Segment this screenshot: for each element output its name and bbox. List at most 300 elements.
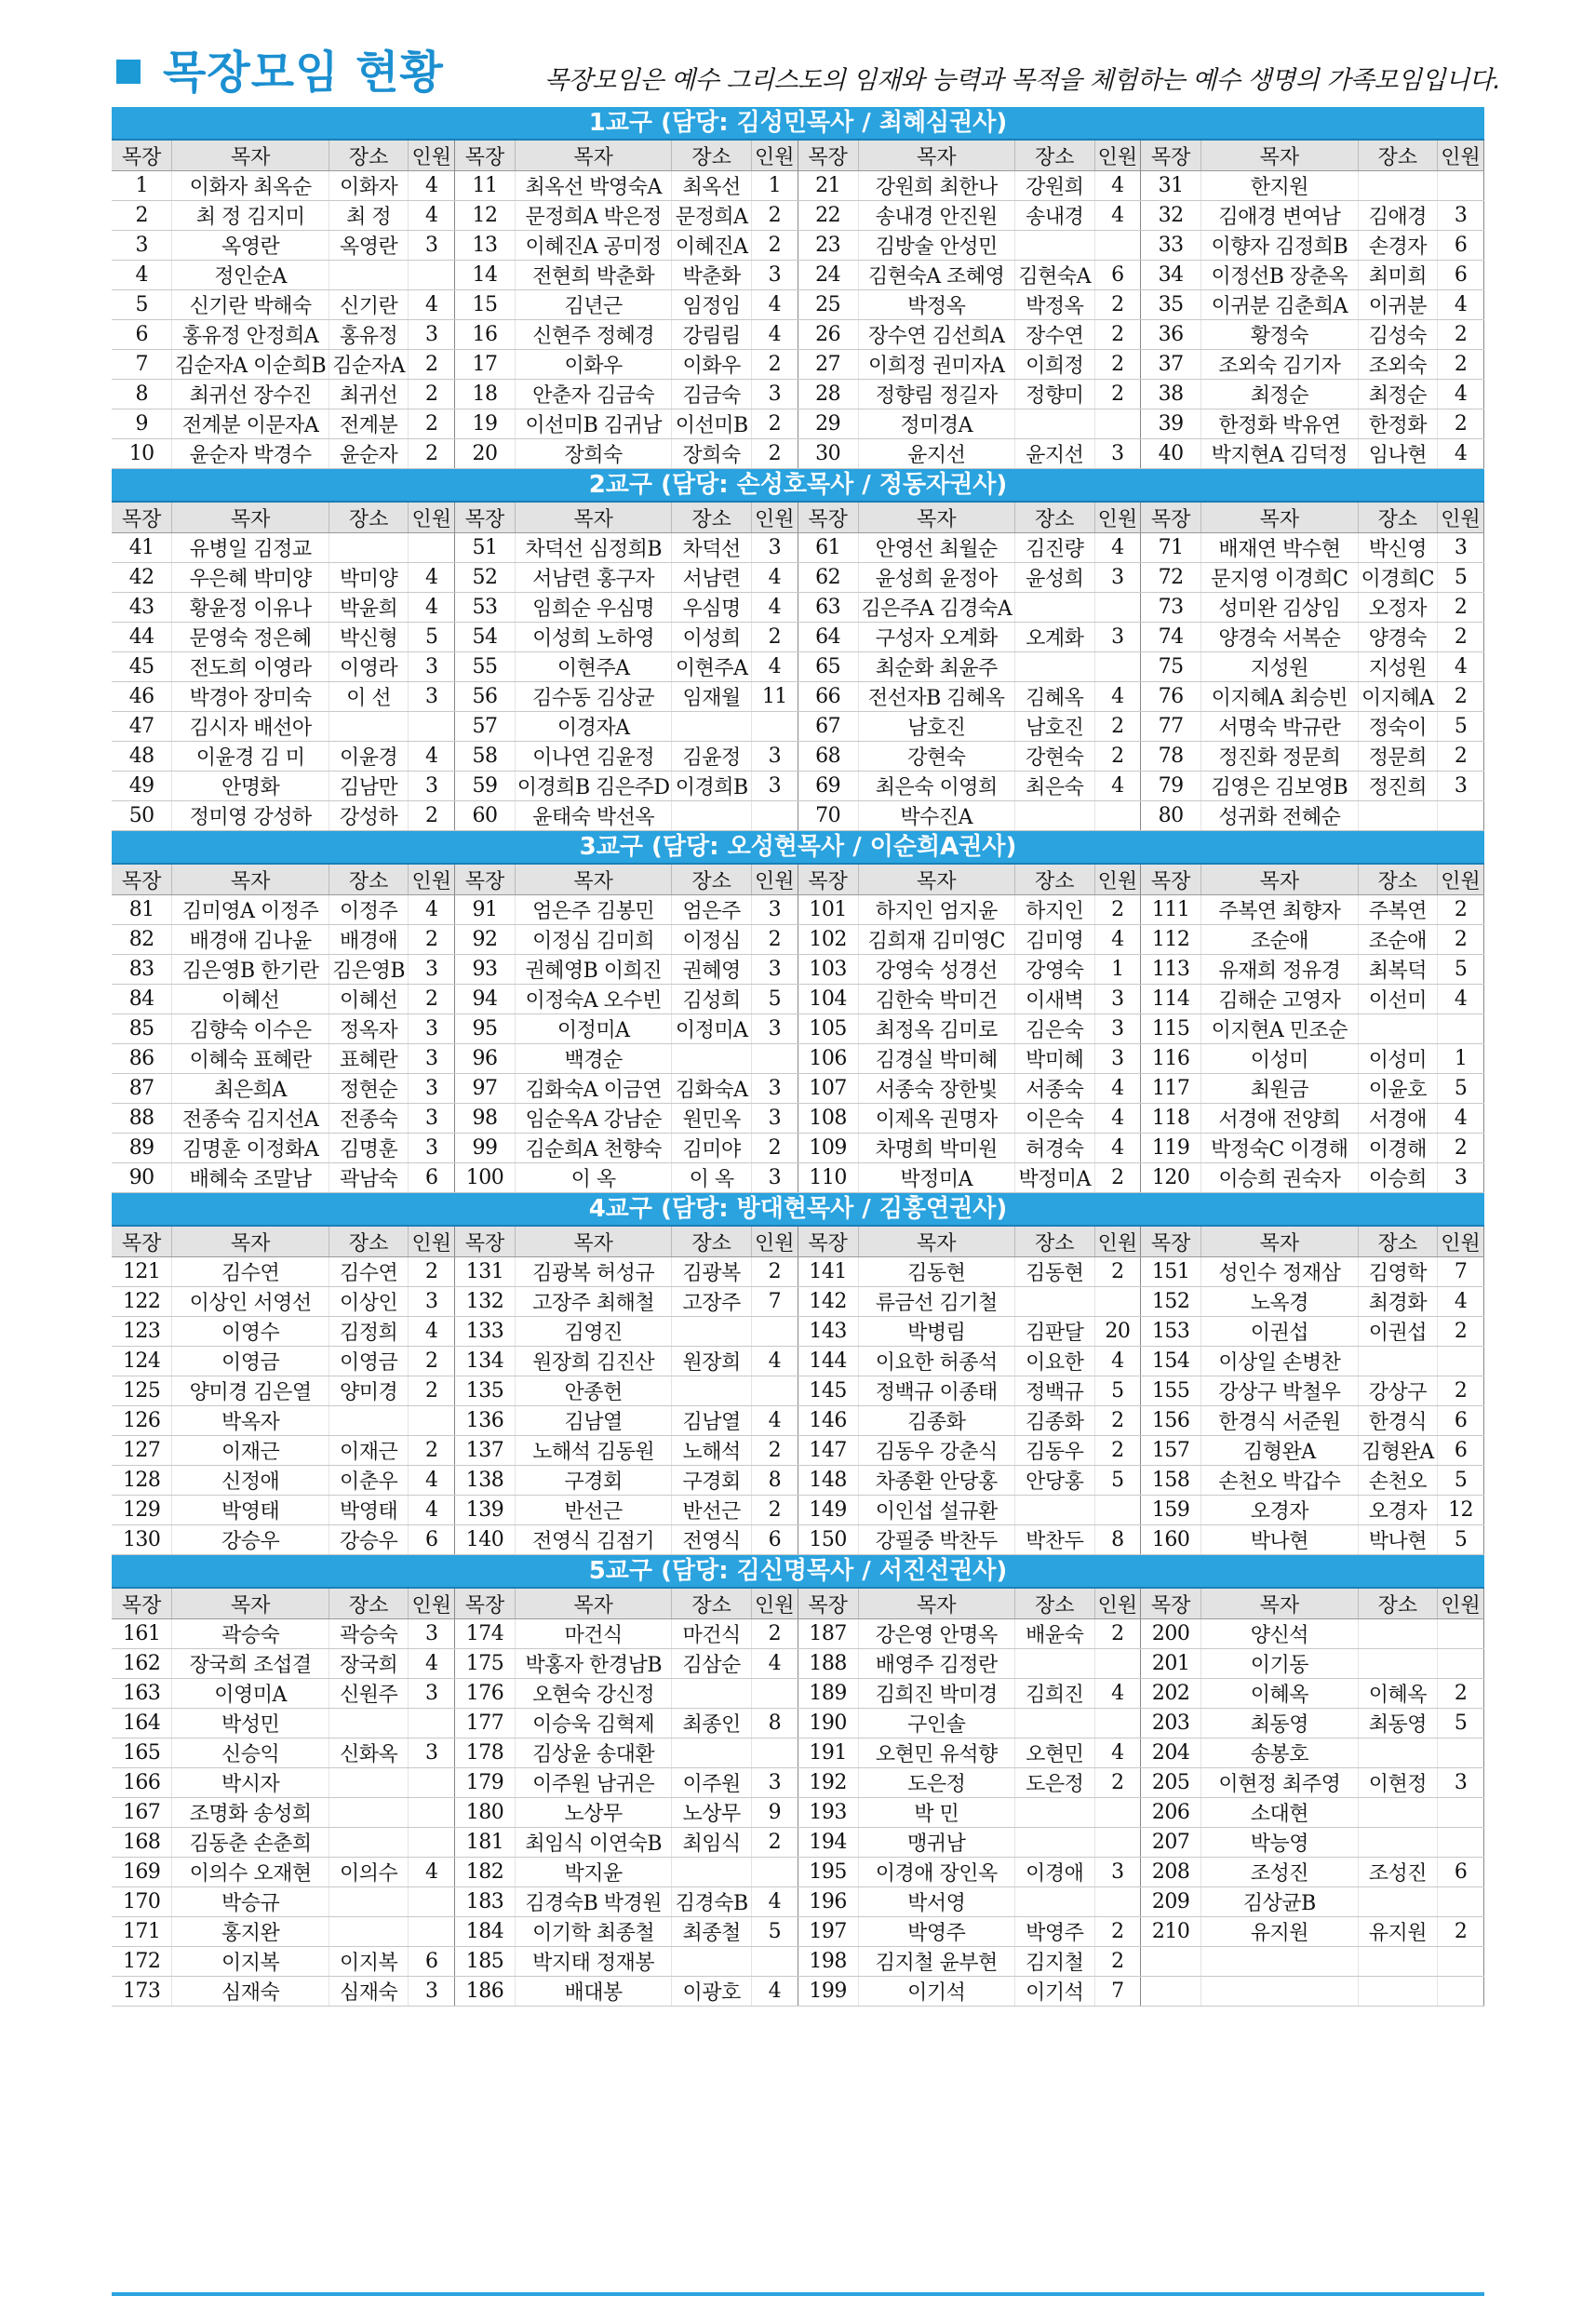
meeting-place: 이경희B bbox=[672, 772, 752, 801]
meeting-place: 조성진 bbox=[1358, 1858, 1438, 1887]
group-number: 162 bbox=[112, 1649, 172, 1679]
leader-names: 이경애 장인옥 bbox=[858, 1858, 1014, 1887]
group-number: 70 bbox=[798, 801, 858, 831]
table-row bbox=[112, 1317, 1484, 1347]
member-count: 3 bbox=[751, 1104, 798, 1134]
group-number: 62 bbox=[798, 563, 858, 593]
header-row bbox=[112, 1589, 1484, 1619]
leader-names: 서남련 홍구자 bbox=[515, 563, 671, 593]
group-number: 200 bbox=[1141, 1619, 1201, 1649]
meeting-place: 한정화 bbox=[1358, 409, 1438, 439]
member-count: 5 bbox=[1438, 1074, 1484, 1104]
group-number: 166 bbox=[112, 1768, 172, 1798]
meeting-place bbox=[1358, 1798, 1438, 1828]
table-row bbox=[112, 652, 1484, 682]
group-number: 137 bbox=[455, 1436, 516, 1466]
leader-names: 박정숙C 이경해 bbox=[1201, 1134, 1358, 1163]
group-number: 160 bbox=[1141, 1525, 1201, 1555]
group-number: 93 bbox=[455, 955, 516, 985]
column-header: 목장 bbox=[455, 1589, 516, 1619]
column-header: 목장 bbox=[798, 503, 858, 533]
member-count bbox=[751, 1317, 798, 1347]
meeting-place: 안당홍 bbox=[1014, 1466, 1094, 1496]
meeting-place: 이지복 bbox=[329, 1947, 409, 1977]
member-count: 3 bbox=[409, 772, 455, 801]
meeting-place: 반선근 bbox=[672, 1496, 752, 1525]
leader-names: 정인순A bbox=[172, 261, 329, 290]
leader-names: 강원희 최한나 bbox=[858, 171, 1014, 201]
meeting-place bbox=[329, 1406, 409, 1436]
leader-names: 안춘자 김금숙 bbox=[515, 380, 671, 409]
meeting-place: 우심명 bbox=[672, 593, 752, 623]
group-number: 151 bbox=[1141, 1257, 1201, 1287]
meeting-place bbox=[1014, 1887, 1094, 1917]
meeting-place: 이지혜A bbox=[1358, 682, 1438, 712]
group-number: 101 bbox=[798, 895, 858, 925]
meeting-place: 박춘화 bbox=[672, 261, 752, 290]
column-header: 목장 bbox=[798, 865, 858, 895]
meeting-place: 전계분 bbox=[329, 409, 409, 439]
meeting-place: 전영식 bbox=[672, 1525, 752, 1555]
group-number: 1 bbox=[112, 171, 172, 201]
member-count: 4 bbox=[409, 895, 455, 925]
leader-names: 곽승숙 bbox=[172, 1619, 329, 1649]
group-number: 7 bbox=[112, 350, 172, 380]
table-row bbox=[112, 1738, 1484, 1768]
leader-names: 이상일 손병찬 bbox=[1201, 1347, 1358, 1376]
member-count: 4 bbox=[409, 1466, 455, 1496]
meeting-place: 이윤경 bbox=[329, 742, 409, 772]
member-count: 3 bbox=[751, 380, 798, 409]
member-count: 4 bbox=[1094, 682, 1141, 712]
member-count: 2 bbox=[1438, 593, 1484, 623]
column-header: 인원 bbox=[751, 1227, 798, 1257]
meeting-place: 박찬두 bbox=[1014, 1525, 1094, 1555]
group-number: 164 bbox=[112, 1709, 172, 1738]
leader-names: 이기학 최종철 bbox=[515, 1917, 671, 1947]
leader-names: 서경애 전양희 bbox=[1201, 1104, 1358, 1134]
member-count bbox=[409, 1798, 455, 1828]
leader-names: 전현희 박춘화 bbox=[515, 261, 671, 290]
leader-names: 김희재 김미영C bbox=[858, 925, 1014, 955]
group-number: 50 bbox=[112, 801, 172, 831]
leader-names: 최정옥 김미로 bbox=[858, 1014, 1014, 1044]
meeting-place: 오계화 bbox=[1014, 623, 1094, 652]
member-count: 6 bbox=[1438, 1858, 1484, 1887]
meeting-place: 손천오 bbox=[1358, 1466, 1438, 1496]
group-number: 121 bbox=[112, 1257, 172, 1287]
leader-names: 박승규 bbox=[172, 1887, 329, 1917]
member-count bbox=[1438, 1798, 1484, 1828]
group-number: 2 bbox=[112, 201, 172, 231]
meeting-place bbox=[672, 1317, 752, 1347]
leader-names: 김경숙B 박경원 bbox=[515, 1887, 671, 1917]
member-count bbox=[1094, 1496, 1141, 1525]
column-header: 인원 bbox=[409, 865, 455, 895]
leader-names: 전도희 이영라 bbox=[172, 652, 329, 682]
column-header: 인원 bbox=[1438, 1227, 1484, 1257]
meeting-place bbox=[672, 1044, 752, 1074]
group-number: 125 bbox=[112, 1376, 172, 1406]
table-row bbox=[112, 1044, 1484, 1074]
group-number: 58 bbox=[455, 742, 516, 772]
meeting-place: 이 선 bbox=[329, 682, 409, 712]
meeting-place: 최임식 bbox=[672, 1828, 752, 1858]
group-number: 59 bbox=[455, 772, 516, 801]
meeting-place: 문정희A bbox=[672, 201, 752, 231]
member-count: 20 bbox=[1094, 1317, 1141, 1347]
member-count bbox=[1094, 1828, 1141, 1858]
meeting-place bbox=[329, 1887, 409, 1917]
leader-names: 박서영 bbox=[858, 1887, 1014, 1917]
leader-names: 이정선B 장춘옥 bbox=[1201, 261, 1358, 290]
group-number: 112 bbox=[1141, 925, 1201, 955]
page-title: 목장모임 현황 bbox=[163, 47, 444, 99]
group-number: 18 bbox=[455, 380, 516, 409]
member-count: 3 bbox=[1094, 1014, 1141, 1044]
leader-names: 구인솔 bbox=[858, 1709, 1014, 1738]
column-header: 인원 bbox=[1094, 141, 1141, 171]
leader-names: 송봉호 bbox=[1201, 1738, 1358, 1768]
table-row bbox=[112, 1858, 1484, 1887]
group-number: 167 bbox=[112, 1798, 172, 1828]
leader-names: 이요한 허종석 bbox=[858, 1347, 1014, 1376]
table-row bbox=[112, 1798, 1484, 1828]
meeting-place: 김판달 bbox=[1014, 1317, 1094, 1347]
meeting-place: 김정희 bbox=[329, 1317, 409, 1347]
group-number: 66 bbox=[798, 682, 858, 712]
group-number: 46 bbox=[112, 682, 172, 712]
member-count: 4 bbox=[409, 1317, 455, 1347]
member-count bbox=[751, 1738, 798, 1768]
page-header bbox=[107, 45, 1501, 101]
table-row bbox=[112, 1134, 1484, 1163]
group-number: 120 bbox=[1141, 1163, 1201, 1193]
group-number: 5 bbox=[112, 290, 172, 320]
meeting-place bbox=[1014, 409, 1094, 439]
meeting-place bbox=[329, 533, 409, 563]
meeting-place: 강원희 bbox=[1014, 171, 1094, 201]
group-number: 63 bbox=[798, 593, 858, 623]
group-number: 20 bbox=[455, 439, 516, 469]
column-header: 목자 bbox=[858, 1227, 1014, 1257]
meeting-place bbox=[672, 712, 752, 742]
leader-names: 원장희 김진산 bbox=[515, 1347, 671, 1376]
meeting-place: 이선미 bbox=[1358, 985, 1438, 1014]
group-number: 16 bbox=[455, 320, 516, 350]
leader-names: 홍유정 안정희A bbox=[172, 320, 329, 350]
leader-names: 김수연 bbox=[172, 1257, 329, 1287]
group-number: 134 bbox=[455, 1347, 516, 1376]
meeting-place: 정현순 bbox=[329, 1074, 409, 1104]
leader-names: 노옥경 bbox=[1201, 1287, 1358, 1317]
leader-names: 양경숙 서복순 bbox=[1201, 623, 1358, 652]
member-count: 2 bbox=[409, 801, 455, 831]
group-number: 51 bbox=[455, 533, 516, 563]
meeting-place: 서남련 bbox=[672, 563, 752, 593]
district-table bbox=[112, 1589, 1484, 2007]
member-count: 2 bbox=[751, 1436, 798, 1466]
group-number: 32 bbox=[1141, 201, 1201, 231]
group-number: 61 bbox=[798, 533, 858, 563]
meeting-place bbox=[329, 1798, 409, 1828]
meeting-place: 표혜란 bbox=[329, 1044, 409, 1074]
member-count: 3 bbox=[751, 1163, 798, 1193]
district-title: 1교구 (담당: 김성민목사 / 최혜심권사) bbox=[112, 107, 1484, 141]
member-count: 3 bbox=[751, 955, 798, 985]
group-number: 115 bbox=[1141, 1014, 1201, 1044]
member-count: 4 bbox=[751, 593, 798, 623]
leader-names: 박경아 장미숙 bbox=[172, 682, 329, 712]
member-count: 4 bbox=[1094, 533, 1141, 563]
meeting-place: 홍유정 bbox=[329, 320, 409, 350]
column-header: 목자 bbox=[515, 503, 671, 533]
group-number: 72 bbox=[1141, 563, 1201, 593]
group-number: 150 bbox=[798, 1525, 858, 1555]
group-number: 85 bbox=[112, 1014, 172, 1044]
member-count: 9 bbox=[751, 1798, 798, 1828]
meeting-place: 강영숙 bbox=[1014, 955, 1094, 985]
leader-names: 차덕선 심정희B bbox=[515, 533, 671, 563]
group-number: 130 bbox=[112, 1525, 172, 1555]
meeting-place: 이권섭 bbox=[1358, 1317, 1438, 1347]
meeting-place: 이화자 bbox=[329, 171, 409, 201]
group-number: 68 bbox=[798, 742, 858, 772]
group-number: 26 bbox=[798, 320, 858, 350]
column-header: 인원 bbox=[409, 503, 455, 533]
meeting-place bbox=[1014, 652, 1094, 682]
table-row bbox=[112, 1619, 1484, 1649]
leader-names: 엄은주 김봉민 bbox=[515, 895, 671, 925]
meeting-place: 김경숙B bbox=[672, 1887, 752, 1917]
member-count: 3 bbox=[1094, 985, 1141, 1014]
member-count: 4 bbox=[1438, 290, 1484, 320]
district-section bbox=[112, 469, 1484, 831]
column-header: 인원 bbox=[1094, 1227, 1141, 1257]
meeting-place: 이현주A bbox=[672, 652, 752, 682]
leader-names: 강영숙 성경선 bbox=[858, 955, 1014, 985]
group-number: 139 bbox=[455, 1496, 516, 1525]
group-number: 113 bbox=[1141, 955, 1201, 985]
leader-names: 이희정 권미자A bbox=[858, 350, 1014, 380]
column-header: 장소 bbox=[329, 1589, 409, 1619]
meeting-place: 박나현 bbox=[1358, 1525, 1438, 1555]
column-header: 목자 bbox=[858, 141, 1014, 171]
group-number: 126 bbox=[112, 1406, 172, 1436]
group-number: 48 bbox=[112, 742, 172, 772]
table-row bbox=[112, 1466, 1484, 1496]
leader-names: 이경자A bbox=[515, 712, 671, 742]
table-row bbox=[112, 985, 1484, 1014]
leader-names: 김화숙A 이금연 bbox=[515, 1074, 671, 1104]
leader-names: 이선미B 김귀남 bbox=[515, 409, 671, 439]
leader-names: 김영진 bbox=[515, 1317, 671, 1347]
group-number: 152 bbox=[1141, 1287, 1201, 1317]
member-count: 2 bbox=[409, 1436, 455, 1466]
leader-names: 박정미A bbox=[858, 1163, 1014, 1193]
group-number: 73 bbox=[1141, 593, 1201, 623]
member-count: 4 bbox=[1094, 201, 1141, 231]
member-count: 1 bbox=[1094, 955, 1141, 985]
member-count: 2 bbox=[751, 1496, 798, 1525]
leader-names: 이 옥 bbox=[515, 1163, 671, 1193]
group-number: 209 bbox=[1141, 1887, 1201, 1917]
meeting-place: 이영금 bbox=[329, 1347, 409, 1376]
leader-names: 강상구 박철우 bbox=[1201, 1376, 1358, 1406]
column-header: 목자 bbox=[858, 1589, 1014, 1619]
member-count: 3 bbox=[409, 1619, 455, 1649]
group-number: 159 bbox=[1141, 1496, 1201, 1525]
leader-names: 배영주 김정란 bbox=[858, 1649, 1014, 1679]
member-count: 2 bbox=[1094, 290, 1141, 320]
member-count: 4 bbox=[751, 320, 798, 350]
column-header: 목자 bbox=[1201, 865, 1358, 895]
leader-names: 류금선 김기철 bbox=[858, 1287, 1014, 1317]
meeting-place bbox=[1014, 1798, 1094, 1828]
column-header: 목장 bbox=[112, 1227, 172, 1257]
meeting-place: 김광복 bbox=[672, 1257, 752, 1287]
table-row bbox=[112, 1376, 1484, 1406]
member-count bbox=[1094, 1887, 1141, 1917]
meeting-place: 남호진 bbox=[1014, 712, 1094, 742]
leader-names: 김동우 강춘식 bbox=[858, 1436, 1014, 1466]
meeting-place bbox=[329, 1917, 409, 1947]
table-row bbox=[112, 261, 1484, 290]
group-number: 131 bbox=[455, 1257, 516, 1287]
member-count: 2 bbox=[1438, 350, 1484, 380]
table-row bbox=[112, 380, 1484, 409]
column-header: 장소 bbox=[1358, 1589, 1438, 1619]
table-row bbox=[112, 1768, 1484, 1798]
member-count: 4 bbox=[1438, 652, 1484, 682]
group-number: 35 bbox=[1141, 290, 1201, 320]
group-number: 30 bbox=[798, 439, 858, 469]
leader-names: 강현숙 bbox=[858, 742, 1014, 772]
meeting-place: 신기란 bbox=[329, 290, 409, 320]
member-count: 2 bbox=[1094, 895, 1141, 925]
group-number: 81 bbox=[112, 895, 172, 925]
meeting-place: 김희진 bbox=[1014, 1679, 1094, 1709]
table-row bbox=[112, 1104, 1484, 1134]
column-header: 장소 bbox=[329, 503, 409, 533]
meeting-place: 강승우 bbox=[329, 1525, 409, 1555]
column-header: 인원 bbox=[751, 503, 798, 533]
column-header: 목자 bbox=[172, 865, 329, 895]
member-count: 2 bbox=[1094, 350, 1141, 380]
group-number: 19 bbox=[455, 409, 516, 439]
meeting-place: 이성희 bbox=[672, 623, 752, 652]
group-number: 69 bbox=[798, 772, 858, 801]
group-number: 79 bbox=[1141, 772, 1201, 801]
group-number: 174 bbox=[455, 1619, 516, 1649]
meeting-place: 이귀분 bbox=[1358, 290, 1438, 320]
leader-names: 신현주 정혜경 bbox=[515, 320, 671, 350]
member-count bbox=[1094, 801, 1141, 831]
member-count: 2 bbox=[751, 439, 798, 469]
group-number bbox=[1141, 1977, 1201, 2007]
group-number: 176 bbox=[455, 1679, 516, 1709]
member-count: 6 bbox=[1438, 1436, 1484, 1466]
meeting-place: 조순애 bbox=[1358, 925, 1438, 955]
group-number: 183 bbox=[455, 1887, 516, 1917]
leader-names: 이영수 bbox=[172, 1317, 329, 1347]
column-header: 인원 bbox=[409, 141, 455, 171]
member-count: 3 bbox=[1438, 1768, 1484, 1798]
member-count: 3 bbox=[409, 955, 455, 985]
table-row bbox=[112, 623, 1484, 652]
member-count: 2 bbox=[1094, 1917, 1141, 1947]
member-count: 2 bbox=[409, 439, 455, 469]
meeting-place bbox=[1014, 1828, 1094, 1858]
meeting-place bbox=[1358, 1887, 1438, 1917]
column-header: 인원 bbox=[1094, 865, 1141, 895]
member-count: 4 bbox=[1094, 772, 1141, 801]
leader-names: 지성원 bbox=[1201, 652, 1358, 682]
meeting-place: 권혜영 bbox=[672, 955, 752, 985]
member-count: 2 bbox=[751, 1257, 798, 1287]
meeting-place: 유지원 bbox=[1358, 1917, 1438, 1947]
group-number: 49 bbox=[112, 772, 172, 801]
group-number: 129 bbox=[112, 1496, 172, 1525]
member-count: 3 bbox=[751, 1074, 798, 1104]
leader-names: 최은숙 이영희 bbox=[858, 772, 1014, 801]
leader-names: 심재숙 bbox=[172, 1977, 329, 2007]
column-header: 목장 bbox=[455, 1227, 516, 1257]
leader-names: 유병일 김정교 bbox=[172, 533, 329, 563]
leader-names: 이혜선 bbox=[172, 985, 329, 1014]
group-number: 54 bbox=[455, 623, 516, 652]
meeting-place: 김종화 bbox=[1014, 1406, 1094, 1436]
table-row bbox=[112, 1947, 1484, 1977]
member-count: 2 bbox=[409, 985, 455, 1014]
meeting-place: 김성희 bbox=[672, 985, 752, 1014]
member-count: 4 bbox=[1094, 1134, 1141, 1163]
leader-names: 이혜옥 bbox=[1201, 1679, 1358, 1709]
member-count: 4 bbox=[751, 1649, 798, 1679]
member-count: 2 bbox=[751, 925, 798, 955]
district-table bbox=[112, 1227, 1484, 1555]
leader-names: 이권섭 bbox=[1201, 1317, 1358, 1347]
leader-names: 김명훈 이정화A bbox=[172, 1134, 329, 1163]
group-number: 89 bbox=[112, 1134, 172, 1163]
group-number: 83 bbox=[112, 955, 172, 985]
member-count bbox=[1094, 1287, 1141, 1317]
meeting-place: 최복덕 bbox=[1358, 955, 1438, 985]
column-header: 목장 bbox=[455, 503, 516, 533]
meeting-place: 김순자A bbox=[329, 350, 409, 380]
column-header: 목장 bbox=[1141, 1227, 1201, 1257]
group-number: 201 bbox=[1141, 1649, 1201, 1679]
leader-names: 안영선 최월순 bbox=[858, 533, 1014, 563]
column-header: 인원 bbox=[1438, 1589, 1484, 1619]
member-count: 2 bbox=[409, 409, 455, 439]
group-number: 135 bbox=[455, 1376, 516, 1406]
member-count: 3 bbox=[1094, 563, 1141, 593]
leader-names: 이현정 최주영 bbox=[1201, 1768, 1358, 1798]
member-count: 4 bbox=[1094, 1074, 1141, 1104]
meeting-place: 장희숙 bbox=[672, 439, 752, 469]
group-number: 100 bbox=[455, 1163, 516, 1193]
member-count: 3 bbox=[409, 682, 455, 712]
column-header: 장소 bbox=[672, 141, 752, 171]
meeting-place: 손경자 bbox=[1358, 231, 1438, 261]
leader-names: 김현숙A 조혜영 bbox=[858, 261, 1014, 290]
leader-names: 김시자 배선아 bbox=[172, 712, 329, 742]
member-count: 3 bbox=[409, 1134, 455, 1163]
group-number: 114 bbox=[1141, 985, 1201, 1014]
member-count: 4 bbox=[1094, 1679, 1141, 1709]
column-header: 목자 bbox=[515, 865, 671, 895]
